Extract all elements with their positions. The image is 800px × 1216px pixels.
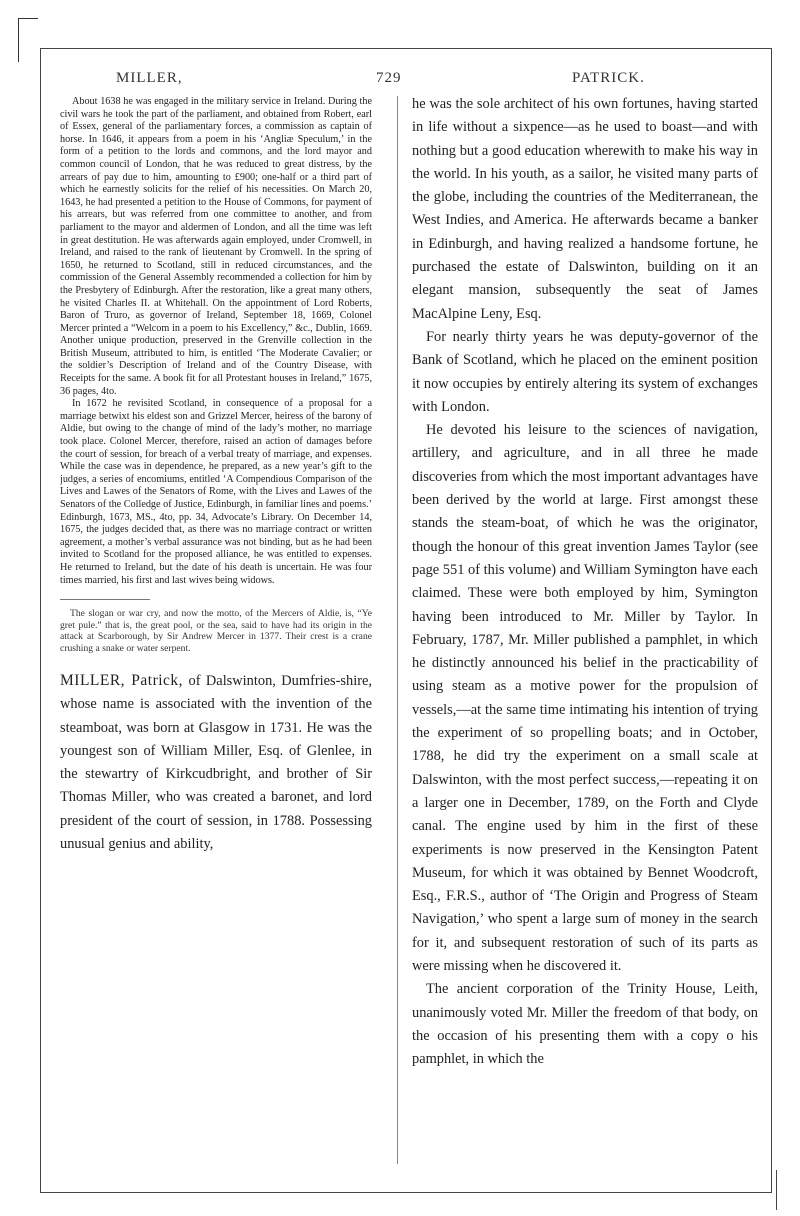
- footnote: [60, 608, 372, 654]
- biography-entry: [60, 669, 372, 856]
- left-column-body: [60, 96, 372, 587]
- right-paragraph-3: He devoted his leisure to the sciences of navigation, artillery, and agriculture, and in all three he made discoveries from which the most important advantages have been derived by the world at large. First amongst these stands the steam-boat, of which he was the originator, though the honour of this great invention James Taylor (see page 551 of this volume) and William Symington have each claimed. These were both employed by him, Symington having been introduced to Mr. Miller by Taylor. In February, 1787, Mr. Miller published a pamphlet, in which he distinctly announced his belief in the practicability of using steam as a motive power for the propulsion of vessels,—at the same time intimating his intention of trying the experiment of so propelling boats; and in October, 1788, he did try the experiment on a small scale at Dalswinton, with the most perfect success,—repeating it on a larger one in December, 1789, on the Forth and Clyde canal. The engine used by him in the first of these experiments is now preserved in the Kensington Patent Museum, for which it was obtained by Bennet Woodcroft, Esq., F.R.S., author of ‘The Origin and Progress of Steam Navigation,’ who spent a large sum of money in the search for it, and subsequent restoration of such of its parts as were missing when he discovered it.: [412, 422, 758, 974]
- right-paragraph-4: The ancient corporation of the Trinity House, Leith, unanimously voted Mr. Miller the freedom of that body, on the occasion of his presenting them with a copy o his pamphlet, in which the: [412, 981, 758, 1068]
- page-frame-bottom: [40, 1192, 772, 1193]
- page-frame-left: [40, 48, 41, 1192]
- right-paragraph-1: he was the sole architect of his own fortunes, having started in life without a sixpence—as he used to boast—and with nothing but a good education wherewith to make his way in the world. In his youth, as a sailor, he visited many parts of the globe, including the countries of the Mediterranean, the West Indies, and America. He afterwards became a banker in Edinburgh, and having realized a handsome fortune, he purchased the estate of Dalswinton, building on it an elegant mansion, subsequently the seat of James MacAlpine Leny, Esq.: [412, 96, 758, 322]
- header-right-word: PATRICK.: [572, 70, 645, 86]
- running-header: [60, 70, 760, 92]
- header-left-word: MILLER,: [116, 70, 183, 86]
- column-divider: [397, 96, 398, 1164]
- left-paragraph-1: About 1638 he was engaged in the military service in Ireland. During the civil wars he took the part of the parliament, and obtained from Robert, earl of Essex, general of the parliamentary forces, a commission as captain of horse. In 1646, it appears from a poem in his ‘Angliæ Speculum,’ in the form of a petition to the lords and commons, and the lord mayor and common council of London, that he was reduced to great distress, by the arrears of pay due to him, amounting to £900; one-half or a third part of which he earnestly solicits for the relief of his necessities. On March 20, 1643, he had presented a petition to the House of Commons, for payment of his arrears, but was referred from one committee to another, and from parliament to the mayor and aldermen of London, and all the time was left in great destitution. He was afterwards again employed, under Cromwell, in Ireland, and raised to the rank of lieutenant by Cromwell. In the spring of 1650, he returned to Scotland, still in reduced circumstances, and the commission of the General Assembly recommended a collection for him by the Presbytery of Edinburgh. After the restoration, like a great many others, he visited Charles II. at Whitehall. On the appointment of Lord Roberts, Baron of Truro, as governor of Ireland, September 18, 1669, Colonel Mercer printed a “Welcom in a poem to his Excellency,” &c., Dublin, 1669. Another unique production, preserved in the Grenville collection in the British Museum, attributed to him, is entitled ‘The Moderate Cavalier; or the soldier’s Description of Ireland and of the Country Disease, with Receipts for the same. A book fit for all Protestant houses in Ireland,” 1675, 36 pages, 4to.: [60, 96, 372, 397]
- entry-text: of Dalswinton, Dumfries-shire, whose name is associated with the invention of the steamboat, was born at Glasgow in 1731. He was the youngest son of William Miller, Esq. of Glenlee, in the stewartry of Kirkcudbright, and brother of Sir Thomas Miller, who was created a baronet, and lord president of the court of session, in 1788. Possessing unusual genius and ability,: [60, 672, 372, 852]
- left-column: [60, 96, 372, 1166]
- entry-name: MILLER, Patrick,: [60, 671, 184, 689]
- corner-rule-horizontal: [18, 18, 38, 19]
- entry-paragraph: [60, 669, 372, 856]
- page-number: 729: [376, 70, 402, 86]
- footnote-rule: [60, 599, 150, 600]
- right-paragraph-2: For nearly thirty years he was deputy-governor of the Bank of Scotland, which he placed on the eminent position it now occupies by entirely altering its system of exchanges with London.: [412, 328, 758, 415]
- page-frame-right: [771, 48, 772, 1192]
- left-paragraph-2: In 1672 he revisited Scotland, in consequence of a proposal for a marriage betwixt his eldest son and Grizzel Mercer, heiress of the barony of Aldie, but owing to the change of mind of the lady’s mother, no marriage took place. Colonel Mercer, therefore, raised an action of damages before the court of session, for breach of a verbal treaty of marriage, and expenses. While the case was in dependence, he prepared, as a new year’s gift to the judges, a series of encomiums, entitled ‘A Compendious Comparison of the Lives and Lawes of the Senators of Rome, with the Lives and Lawes of the Senators of the Colledge of Justice, Edinburgh, in familiar lines and poems.’ Edinburgh, 1673, MS., 4to, pp. 34, Advocate’s Library. On December 14, 1675, the judges decided that, as there was no marriage contract or written agreement, a mother’s verbal assurance was not binding, but as he had been invited to Scotland for the proposed alliance, he was entitled to expenses. He returned to Ireland, but the date of his death is uncertain. He was four times married, his first and last wives being widows.: [60, 398, 372, 586]
- corner-rule-vertical: [18, 18, 19, 62]
- page-frame-right-outer: [776, 1170, 777, 1210]
- page-frame-top: [40, 48, 772, 49]
- right-column: [412, 93, 758, 1168]
- footnote-text: The slogan or war cry, and now the motto, of the Mercers of Aldie, is, “Ye gret pule.” that is, the great pool, or the sea, said to have had its origin in the attack at Scarborough, by Sir Andrew Mercer in 1377. Their crest is a crane crushing a snake or water serpent.: [60, 608, 372, 654]
